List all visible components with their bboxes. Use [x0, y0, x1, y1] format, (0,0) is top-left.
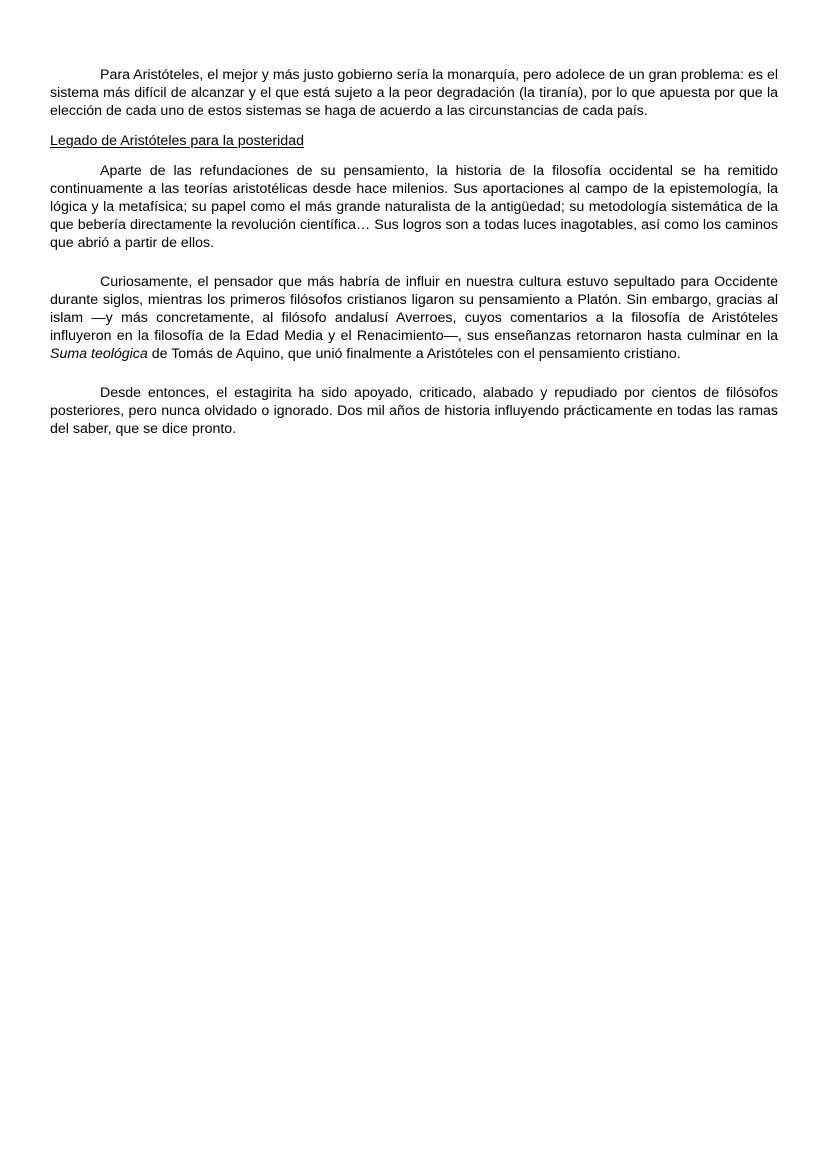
paragraph-averroes: [50, 273, 778, 363]
section-heading: Legado de Aristóteles para la posteridad: [50, 133, 304, 149]
paragraph-spacer: [50, 363, 778, 384]
paragraph-legacy: Aparte de las refundaciones de su pensamiento, la historia de la filosofía occidental se ha remitido continuamente a las teorías aristotélicas desde hace milenios. Sus aportaciones al campo de la epistemología, la lógica y la metafísica; su papel como el más grande naturalista de la antigüedad; su metodología sistemática de la que bebería directamente la revolución científica… Sus logros son a todas luces inagotables, así como los caminos que abrió a partir de ellos.: [50, 163, 778, 251]
paragraph-text: de Tomás de Aquino, que unió finalmente a Aristóteles con el pensamiento cristiano.: [147, 346, 681, 362]
paragraph-text: Curiosamente, el pensador que más habría de influir en nuestra cultura estuvo sepultado para Occidente durante siglos, mientras los primeros filósofos cristianos ligaron su pensamiento a Platón. Sin embargo, gracias al islam —y más concretamente, al filósofo andalusí Averroes, cuyos comentarios a la filosofía de Aristóteles influyeron en la filosofía de la Edad Media y el Renacimiento—, sus enseñanzas retornaron hasta culminar en la: [50, 274, 778, 344]
paragraph-spacer: [50, 252, 778, 273]
paragraph-spacer: [50, 120, 778, 132]
paragraph-spacer: [50, 150, 778, 162]
paragraph-conclusion: Desde entonces, el estagirita ha sido apoyado, criticado, alabado y repudiado por cientos de filósofos posteriores, pero nunca olvidado o ignorado. Dos mil años de historia influyendo prácticamente en todas las ramas del saber, que se dice pronto.: [50, 385, 778, 437]
document-page: [50, 66, 778, 438]
paragraph-monarchy: Para Aristóteles, el mejor y más justo gobierno sería la monarquía, pero adolece de un gran problema: es el sistema más difícil de alcanzar y el que está sujeto a la peor degradación (la tiranía), por lo que apuesta por que la elección de cada uno de estos sistemas se haga de acuerdo a las circunstancias de cada país.: [50, 67, 778, 119]
book-title: Suma teológica: [50, 346, 148, 362]
